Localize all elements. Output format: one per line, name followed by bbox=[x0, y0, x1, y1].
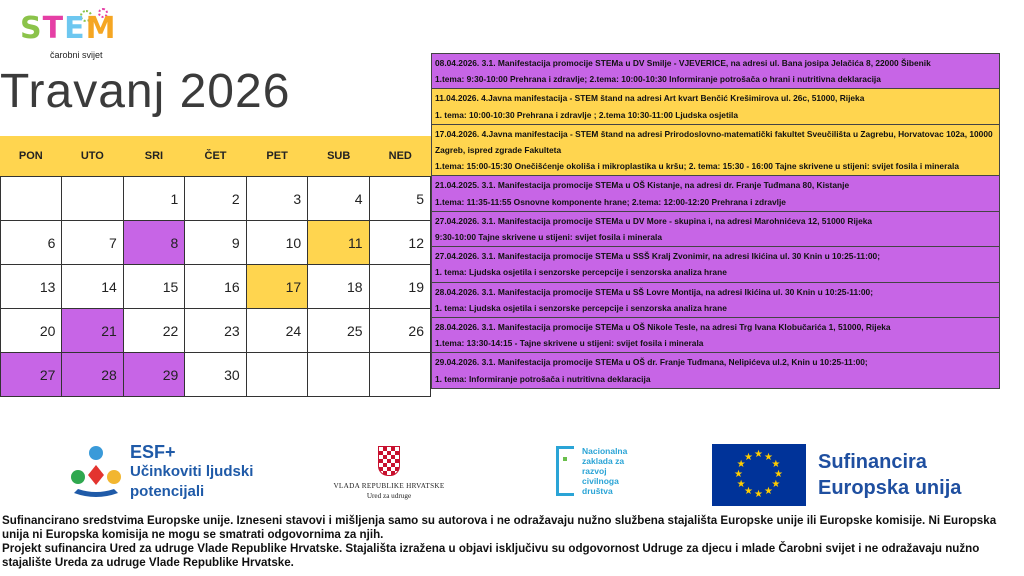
disclaimer bbox=[2, 514, 1024, 570]
disclaimer-ured: Projekt sufinancira Ured za udruge Vlade Republike Hrvatske. Stajališta izražena u objavi isključivu su odgovornost Udruge za djecu i mlade Čarobni svijet i ne odražavaju nužno stajalište Ureda za udruge Vlade Republike Hrvatske. bbox=[2, 542, 980, 569]
nzrcd-text bbox=[582, 446, 627, 496]
esf-line1: Učinkoviti ljudski bbox=[130, 463, 254, 480]
event-item bbox=[431, 124, 1000, 176]
calendar-day bbox=[370, 353, 431, 397]
event-topics: 1. tema: Ljudska osjetila i senzorske percepcije i senzorska analiza hrane bbox=[435, 267, 727, 278]
event-item bbox=[431, 282, 1000, 317]
vlada-logo bbox=[330, 446, 448, 500]
calendar-day: 15 bbox=[124, 265, 185, 309]
calendar-day: 4 bbox=[308, 177, 369, 221]
page-title: Travanj 2026 bbox=[0, 65, 291, 118]
weekday-label: UTO bbox=[80, 150, 104, 162]
calendar-day: 3 bbox=[247, 177, 308, 221]
nzrcd-line: društva bbox=[582, 486, 613, 496]
weekday-label: SRI bbox=[144, 150, 164, 162]
event-title: 17.04.2026. 4.Javna manifestacija - STEM štand na adresi Prirodoslovno-matematički fakultet Sveučilišta u Zagrebu, Horvatovac 102a, 10000 Zagreb, ispred zgrade Fakulteta bbox=[435, 128, 993, 156]
calendar-day: 26 bbox=[370, 309, 431, 353]
calendar-day: 7 bbox=[62, 221, 123, 265]
event-topics: 1. tema: Informiranje potrošača i nutritivna deklaracija bbox=[435, 373, 651, 384]
calendar-day: 12 bbox=[370, 221, 431, 265]
nzrcd-line: Nacionalna bbox=[582, 446, 628, 456]
star-icon: ★ bbox=[754, 449, 763, 460]
event-item bbox=[431, 246, 1000, 281]
esf-line2: potencijali bbox=[130, 483, 205, 500]
weekday-label: PET bbox=[266, 150, 288, 162]
logo-letter: S bbox=[20, 11, 43, 46]
calendar-day: 1 bbox=[124, 177, 185, 221]
calendar-day: 13 bbox=[1, 265, 62, 309]
bracket-icon bbox=[556, 446, 574, 496]
calendar-day: 25 bbox=[308, 309, 369, 353]
event-list bbox=[431, 53, 1000, 389]
nzrcd-logo bbox=[556, 446, 627, 496]
event-item bbox=[431, 352, 1000, 388]
star-icon: ★ bbox=[736, 459, 746, 470]
calendar-day: 22 bbox=[124, 309, 185, 353]
calendar-day: 29 bbox=[124, 353, 185, 397]
event-title: 28.04.2026. 3.1. Manifestacija promocije STEMa u SŠ Lovre Montija, na adresi Ikićina ul. 30 Knin u 10:25-11:00; bbox=[435, 286, 873, 297]
weekday-label: ČET bbox=[204, 150, 227, 162]
esf-logo bbox=[68, 442, 253, 502]
logo-wordmark bbox=[20, 12, 116, 46]
calendar-day: 23 bbox=[185, 309, 246, 353]
calendar-day: 14 bbox=[62, 265, 123, 309]
calendar-day: 19 bbox=[370, 265, 431, 309]
calendar-grid bbox=[0, 176, 431, 397]
partner-logos bbox=[0, 440, 1024, 510]
calendar-day: 17 bbox=[247, 265, 308, 309]
eu-line2: Europska unija bbox=[818, 477, 962, 499]
star-icon: ★ bbox=[734, 469, 743, 480]
event-title: 08.04.2026. 3.1. Manifestacija promocije STEMa u DV Smilje - VJEVERICE, na adresi ul. Bana josipa Jelačića 8, 22000 Šibenik bbox=[435, 58, 931, 68]
weekday-label: NED bbox=[388, 150, 412, 162]
esf-emblem-icon bbox=[68, 443, 124, 501]
disclaimer-eu: Sufinancirano sredstvima Europske unije. Izneseni stavovi i mišljenja samo su autorova i ne odražavaju nužno službena stajališta Europske unije ili Europske komisije. Ni Europska unija ni Europska komisija ne mogu se smatrati odgovornima za njih. bbox=[2, 514, 997, 541]
vlada-subtitle: Ured za udruge bbox=[366, 492, 412, 500]
nzrcd-line: razvoj bbox=[582, 466, 607, 476]
nzrcd-line: civilnoga bbox=[582, 476, 619, 486]
calendar-day bbox=[62, 177, 123, 221]
calendar-day bbox=[247, 353, 308, 397]
calendar-day: 8 bbox=[124, 221, 185, 265]
event-title: 27.04.2026. 3.1. Manifestacija promocije STEMa u DV More - skupina i, na adresi Marohnićeva 12, 51000 Rijeka bbox=[435, 215, 873, 226]
event-title: 11.04.2026. 4.Javna manifestacija - STEM štand na adresi Art kvart Benčić Krešimirova ul. 26c, 51000, Rijeka bbox=[435, 93, 865, 104]
star-icon: ★ bbox=[764, 486, 773, 498]
event-topics: 1.tema: 11:35-11:55 Osnovne komponente hrane; 2.tema: 12:00-12:20 Prehrana i zdravlje bbox=[435, 196, 786, 207]
event-title: 27.04.2026. 3.1. Manifestacija promocije STEMa u SSŠ Kralj Zvonimir, na adresi Ikićina ul. 30 Knin u 10:25-11:00; bbox=[435, 251, 880, 262]
event-item bbox=[431, 211, 1000, 246]
calendar-day: 20 bbox=[1, 309, 62, 353]
calendar-day: 21 bbox=[62, 309, 123, 353]
eu-logo bbox=[712, 444, 961, 506]
nzrcd-line: zaklada za bbox=[582, 456, 625, 466]
event-title: 21.04.2025. 3.1. Manifestacija promocije STEMa u OŠ Kistanje, na adresi dr. Franje Tuđmana 80, Kistanje bbox=[435, 180, 850, 191]
logo-letter: E bbox=[64, 11, 86, 46]
calendar-day: 24 bbox=[247, 309, 308, 353]
calendar-day: 28 bbox=[62, 353, 123, 397]
star-icon: ★ bbox=[764, 451, 773, 463]
croatian-coat-of-arms-icon bbox=[378, 446, 400, 476]
calendar-day: 5 bbox=[370, 177, 431, 221]
calendar bbox=[0, 136, 431, 396]
logo-letter: T bbox=[42, 11, 65, 46]
event-topics: 1.tema: 15:00-15:30 Onečišćenje okoliša i mikroplastika u kršu; 2. tema: 15:30 - 16:00 Tajne skrivene u stijeni: svijet fosila i minerala bbox=[435, 161, 959, 172]
calendar-day: 6 bbox=[1, 221, 62, 265]
star-icon: ★ bbox=[744, 486, 753, 498]
vlada-title: VLADA REPUBLIKE HRVATSKE bbox=[333, 482, 445, 490]
calendar-day: 11 bbox=[308, 221, 369, 265]
calendar-day: 18 bbox=[308, 265, 369, 309]
calendar-day: 30 bbox=[185, 353, 246, 397]
event-topics: 1.tema: 9:30-10:00 Prehrana i zdravlje; 2.tema: 10:00-10:30 Informiranje potrošača o hrani i nutritivna deklaracija bbox=[435, 74, 881, 85]
calendar-day: 9 bbox=[185, 221, 246, 265]
stem-logo bbox=[16, 8, 136, 64]
logo-letter: M bbox=[85, 11, 117, 46]
calendar-weekday-header bbox=[0, 136, 431, 176]
weekday-label: SUB bbox=[327, 150, 351, 162]
event-topics: 9:30-10:00 Tajne skrivene u stijeni: svijet fosila i minerala bbox=[435, 232, 662, 243]
logo-tagline: čarobni svijet bbox=[50, 50, 103, 60]
star-icon: ★ bbox=[744, 451, 753, 463]
star-icon: ★ bbox=[754, 489, 763, 500]
event-item bbox=[431, 88, 1000, 123]
event-item bbox=[431, 317, 1000, 352]
calendar-day bbox=[308, 353, 369, 397]
weekday-label: PON bbox=[18, 150, 43, 162]
eu-flag-icon bbox=[712, 444, 806, 506]
star-icon: ★ bbox=[774, 469, 783, 480]
star-icon: ★ bbox=[771, 479, 781, 490]
star-icon: ★ bbox=[771, 459, 781, 470]
event-topics: 1. tema: Ljudska osjetila i senzorske percepcije i senzorska analiza hrane bbox=[435, 302, 727, 313]
event-item bbox=[431, 175, 1000, 210]
calendar-day: 2 bbox=[185, 177, 246, 221]
calendar-day: 16 bbox=[185, 265, 246, 309]
event-item bbox=[431, 53, 1000, 88]
eu-line1: Sufinancira bbox=[818, 451, 927, 473]
event-title: 29.04.2026. 3.1. Manifestacija promocije STEMa u OŠ dr. Franje Tuđmana, Nelipićeva ul.2, Knin u 10:25-11:00; bbox=[435, 357, 868, 368]
event-topics: 1.tema: 13:30-14:15 - Tajne skrivene u stijeni: svijet fosila i minerala bbox=[435, 338, 704, 349]
event-topics: 1. tema: 10:00-10:30 Prehrana i zdravlje ; 2.tema 10:30-11:00 Ljudska osjetila bbox=[435, 109, 739, 120]
star-icon: ★ bbox=[736, 479, 746, 490]
event-title: 28.04.2026. 3.1. Manifestacija promocije STEMa u OŠ Nikole Tesle, na adresi Trg Ivana Klobučarića 1, 51000, Rijeka bbox=[435, 322, 891, 333]
calendar-day bbox=[1, 177, 62, 221]
calendar-day: 27 bbox=[1, 353, 62, 397]
esf-title: ESF+ bbox=[130, 442, 176, 462]
calendar-day: 10 bbox=[247, 221, 308, 265]
